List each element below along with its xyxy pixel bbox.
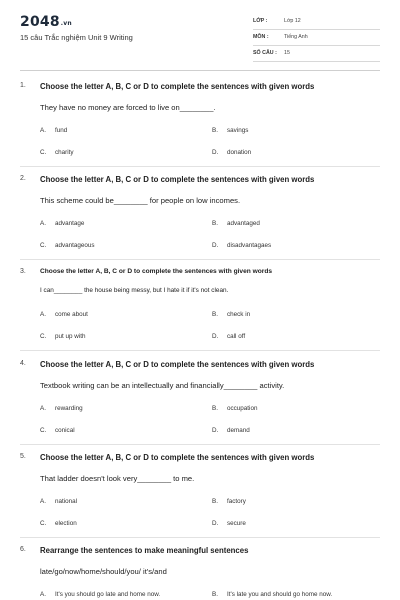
option-a[interactable]: A. fund xyxy=(40,127,68,134)
question-prompt: Choose the letter A, B, C or D to complete the sentences with given words xyxy=(40,453,315,462)
option-c[interactable]: C. conical xyxy=(40,427,75,434)
question-number: 6. xyxy=(20,546,26,553)
option-c[interactable]: C. election xyxy=(40,520,77,527)
question-prompt: Choose the letter A, B, C or D to complete the sentences with given words xyxy=(40,268,273,275)
question-number: 3. xyxy=(20,268,26,275)
question-divider xyxy=(20,537,380,538)
option-a[interactable]: A. come about xyxy=(40,311,88,318)
option-b[interactable]: B. It's late you and should go home now. xyxy=(212,591,333,598)
document-header xyxy=(0,0,400,70)
option-a[interactable]: A. rewarding xyxy=(40,405,83,412)
option-b[interactable]: B. check in xyxy=(212,311,251,318)
option-b[interactable]: B. savings xyxy=(212,127,249,134)
question-number: 2. xyxy=(20,175,26,182)
question-prompt: Rearrange the sentences to make meaningful sentences xyxy=(40,546,249,555)
question-prompt: Choose the letter A, B, C or D to complete the sentences with given words xyxy=(40,360,315,369)
option-c[interactable]: C. put up with xyxy=(40,333,86,340)
option-d[interactable]: D. call off xyxy=(212,333,246,340)
question-number: 5. xyxy=(20,453,26,460)
question-divider xyxy=(20,444,380,445)
logo-suffix: .vn xyxy=(60,20,72,27)
question-sentence: They have no money are forced to live on________. xyxy=(40,103,216,112)
site-logo[interactable] xyxy=(20,14,72,30)
meta-key: LỚP : xyxy=(253,18,268,24)
document-title: 15 câu Trắc nghiệm Unit 9 Writing xyxy=(20,33,133,42)
meta-key: SỐ CÂU : xyxy=(253,50,277,56)
question-sentence: I can________ the house being messy, but I hate it if it's not clean. xyxy=(40,287,229,294)
option-b[interactable]: B. factory xyxy=(212,498,246,505)
option-a[interactable]: A. advantage xyxy=(40,220,85,227)
option-d[interactable]: D. donation xyxy=(212,149,252,156)
header-divider xyxy=(20,70,380,71)
meta-table xyxy=(253,14,380,62)
option-d[interactable]: D. disadvantagaes xyxy=(212,242,272,249)
meta-value: Lớp 12 xyxy=(284,18,301,24)
meta-value: Tiếng Anh xyxy=(284,34,308,40)
question-number: 1. xyxy=(20,82,26,89)
meta-row-count xyxy=(253,46,380,62)
option-d[interactable]: D. secure xyxy=(212,520,246,527)
option-c[interactable]: C. advantageous xyxy=(40,242,95,249)
question-number: 4. xyxy=(20,360,26,367)
question-sentence: This scheme could be________ for people on low incomes. xyxy=(40,196,241,205)
question-prompt: Choose the letter A, B, C or D to complete the sentences with given words xyxy=(40,175,315,184)
option-a[interactable]: A. It's you should go late and home now. xyxy=(40,591,161,598)
option-a[interactable]: A. national xyxy=(40,498,78,505)
meta-row-class xyxy=(253,14,380,30)
question-sentence: late/go/now/home/should/you/ it's/and xyxy=(40,567,167,576)
meta-row-subject xyxy=(253,30,380,46)
option-d[interactable]: D. demand xyxy=(212,427,250,434)
question-sentence: That ladder doesn't look very________ to me. xyxy=(40,474,195,483)
question-sentence: Textbook writing can be an intellectually and financially________ activity. xyxy=(40,381,285,390)
meta-value: 15 xyxy=(284,50,290,56)
meta-key: MÔN : xyxy=(253,34,269,40)
question-prompt: Choose the letter A, B, C or D to complete the sentences with given words xyxy=(40,82,315,91)
logo-text: 2048 xyxy=(20,14,60,30)
question-divider xyxy=(20,259,380,260)
question-divider xyxy=(20,350,380,351)
option-c[interactable]: C. charity xyxy=(40,149,74,156)
option-b[interactable]: B. occupation xyxy=(212,405,258,412)
option-b[interactable]: B. advantaged xyxy=(212,220,260,227)
question-divider xyxy=(20,166,380,167)
